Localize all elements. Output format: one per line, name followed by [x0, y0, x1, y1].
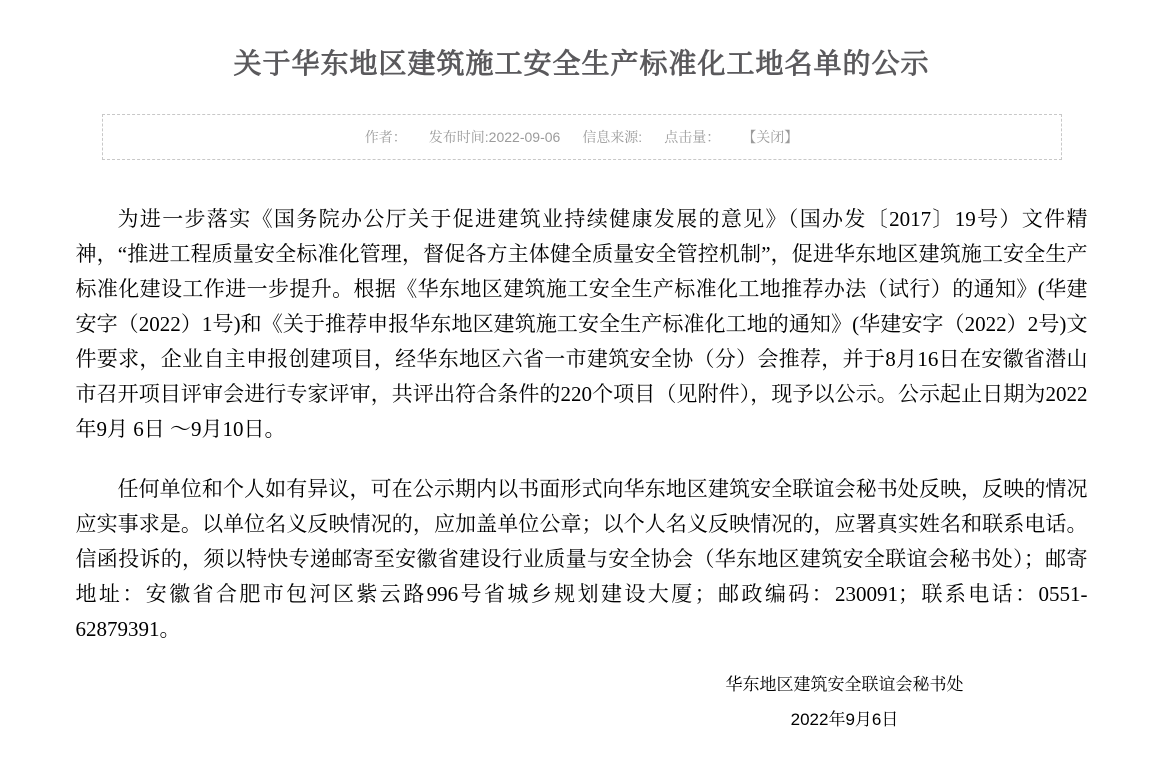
paragraph-2: 任何单位和个人如有异议，可在公示期内以书面形式向华东地区建筑安全联谊会秘书处反映，反映的情况应实事求是。以单位名义反映情况的，应加盖单位公章；以个人名义反映情况的，应署真实姓名和联系电话。信函投诉的，须以特快专递邮寄至安徽省建设行业质量与安全协会（华东地区建筑安全联谊会秘书处）；邮寄地址：安徽省合肥市包河区紫云路996号省城乡规划建设大厦；邮政编码：230091；联系电话：0551-62879391。: [75, 477, 1088, 641]
signature-organization: 华东地区建筑安全联谊会秘书处: [725, 675, 964, 694]
content-wrapper: [76, 46, 1088, 737]
publish-time: 发布时间:2022-09-06: [428, 129, 561, 145]
article-body: [76, 202, 1088, 647]
meta-bar: [102, 114, 1062, 160]
paragraph-1: 为进一步落实《国务院办公厅关于促进建筑业持续健康发展的意见》（国办发〔2017〕19号）文件精神，“推进工程质量安全标准化管理，督促各方主体健全质量安全管控机制”，促进华东地区建筑施工安全生产标准化建设工作进一步提升。根据《华东地区建筑施工安全生产标准化工地推荐办法（试行）的通知》(华建安字（2022）1号)和《关于推荐申报华东地区建筑施工安全生产标准化工地的通知》(华建安字（2022）2号)文件要求，企业自主申报创建项目，经华东地区六省一市建筑安全协（分）会推荐，并于8月16日在安徽省潜山市召开项目评审会进行专家评审，共评出符合条件的220个项目（见附件），现予以公示。公示起止日期为2022年9月 6日 ～9月10日。: [75, 207, 1088, 441]
author-label: 作者：: [364, 129, 407, 145]
page-title: 关于华东地区建筑施工安全生产标准化工地名单的公示: [233, 48, 930, 79]
close-button[interactable]: 【关闭】: [742, 129, 799, 145]
signature-date: 2022年9月6日: [790, 710, 899, 729]
hit-count-label: 点击量：: [664, 129, 721, 145]
info-source-label: 信息来源:: [582, 129, 643, 145]
signature-block: [630, 667, 1060, 737]
